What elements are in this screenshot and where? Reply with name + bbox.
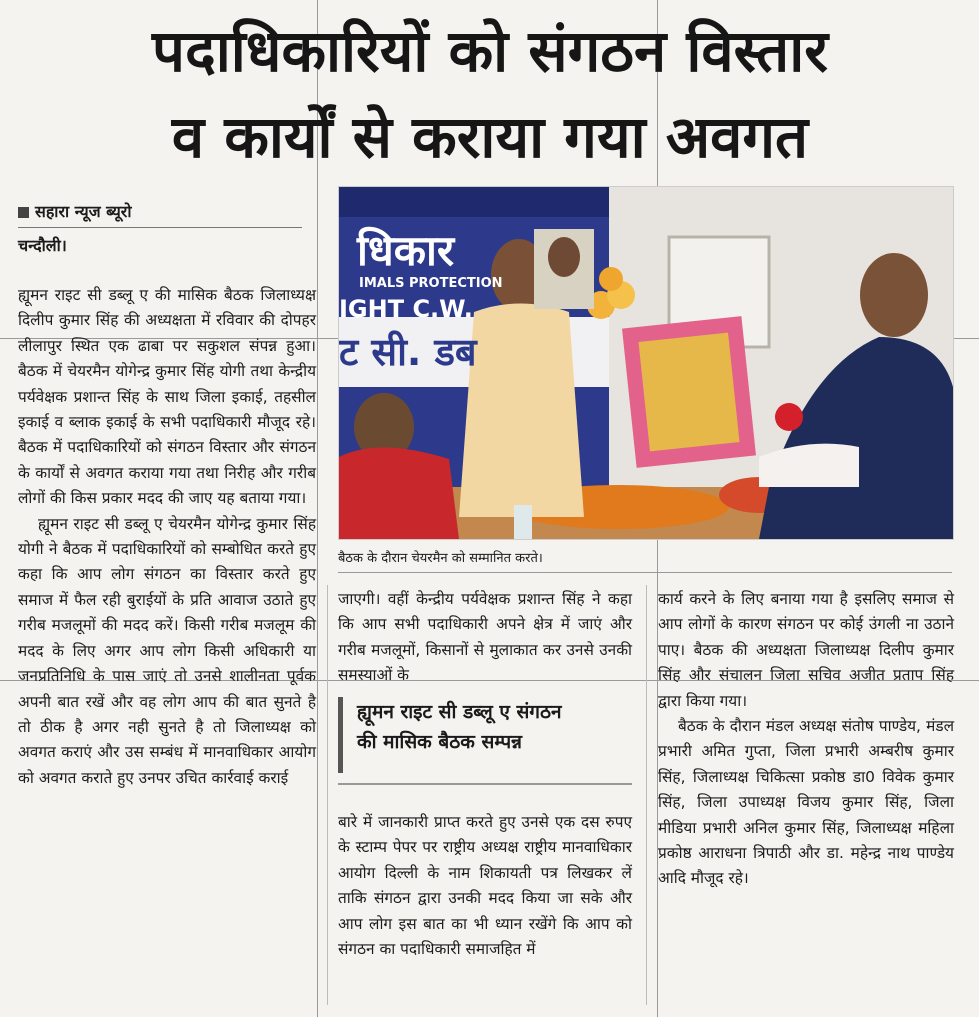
article-column-2-bottom [338,810,632,962]
article-column-3 [658,587,954,892]
column2-paragraph-2: बारे में जानकारी प्राप्त करते हुए उनसे एक दस रुपए के स्टाम्प पेपर पर राष्ट्रीय अध्यक्ष राष्ट्रीय मानवाधिकार आयोग दिल्ली के नाम शिकायती पत्र लिखकर लें ताकि संगठन द्वारा उनकी मदद किया जा सके और आप लोग इस बात का भी ध्यान रखेंगे कि आप को संगठन का पदाधिकारी समाजहित में [338,813,632,959]
article-column-2-top [338,587,632,689]
news-photo [338,186,954,540]
caption-rule [338,572,952,573]
pull-quote-line-1: ह्यूमन राइट सी डब्लू ए संगठन [357,701,562,723]
byline-rule [18,227,302,228]
headline-line-1: पदाधिकारियों को संगठन विस्तार [152,17,828,85]
banner-text-2: IMALS PROTECTION [359,276,503,291]
column-separator-2 [646,585,647,1005]
column2-paragraph-1: जाएगी। वहीं केन्द्रीय पर्यवेक्षक प्रशान्त सिंह ने कहा कि आप सभी पदाधिकारी अपने क्षेत्र में जाएं और गरीब मजलूमों, किसानों से मुलाकात कर उनसे उनकी समस्याओं के [338,590,632,685]
column3-paragraph-2: बैठक के दौरान मंडल अध्यक्ष संतोष पाण्डेय, मंडल प्रभारी अमित गुप्ता, जिला प्रभारी अम्बरीष कुमार सिंह, जिलाध्यक्ष चिकित्सा प्रकोष्ठ डा0 विवेक कुमार सिंह, जिला उपाध्यक्ष विजय कुमार सिंह, जिला मीडिया प्रभारी अनिल कुमार सिंह, जिलाध्यक्ष महिला प्रकोष्ठ आराधना त्रिपाठी और डा. महेन्द्र नाथ पाण्डेय आदि मौजूद रहे। [658,717,954,888]
headline-line-2: व कार्यों से कराया गया अवगत [171,103,809,171]
column-separator-1 [327,585,328,1005]
pull-quote-rule [338,783,632,785]
headline [20,8,960,180]
banner-text-3: IGHT C.W. [339,295,473,323]
dateline: चन्दौली। [18,236,67,255]
article-column-1 [18,283,316,791]
pull-quote-line-2: की मासिक बैठक सम्पन्न [357,731,523,753]
column1-paragraph-1: ह्यूमन राइट सी डब्लू ए की मासिक बैठक जिलाध्यक्ष दिलीप कुमार सिंह की अध्यक्षता में रविवार की दोपहर लीलापुर स्थित एक ढाबा पर सकुशल संपन्न हुआ। बैठक में चेयरमैन योगेन्द्र कुमार सिंह योगी तथा केन्द्रीय पर्यवेक्षक प्रशान्त सिंह के साथ जिला इकाई, तहसील इकाई व ब्लाक इकाई के सभी पदाधिकारी मौजूद रहे। बैठक में पदाधिकारियों को संगठन विस्तार और संगठन के कार्यों से अवगत कराया गया तथा निरीह और गरीब लोगों की किस प्रकार मदद की जाए यह बताया गया। [18,286,316,508]
pull-quote [338,697,632,773]
banner-text-4: ट सी. डब [339,330,477,374]
square-bullet-icon [18,207,29,218]
byline [18,200,316,222]
column3-paragraph-1: कार्य करने के लिए बनाया गया है इसलिए समाज से आप लोगों के कारण संगठन पर कोई उंगली ना उठाने पाए। बैठक की अध्यक्षता जिलाध्यक्ष दिलीप कुमार सिंह और संचालन जिला सचिव अजीत प्रताप सिंह द्वारा किया गया। [658,590,954,710]
banner-text-1: धिकार [357,226,455,275]
byline-text: सहारा न्यूज ब्यूरो [35,202,132,221]
column1-paragraph-2: ह्यूमन राइट सी डब्लू ए चेयरमैन योगेन्द्र कुमार सिंह योगी ने बैठक में पदाधिकारियों को सम्बोधित करते हुए कहा कि आप लोग संगठन का विस्तार करते हुए समाज में फैल रही बुराईयों के प्रति आवाज उठाते हुए गरीब मजलूमों की मदद करें। किसी गरीब मजलूम की मदद के लिए अगर आप लोग किसी अधिकारी या जनप्रतिनिधि के पास जाएं तो उनसे शालीनता पूर्वक अपनी बात रखें और वह लोग आप की बात सुनते है तो ठीक है अगर नही सुनते है तो जिलाध्यक्ष को अवगत कराएं और उस सम्बंध में मानवाधिकार आयोग को अवगत कराते हुए उनपर उचित कार्रवाई कराई [18,514,316,787]
photo-caption: बैठक के दौरान चेयरमैन को सम्मानित करते। [338,551,543,566]
